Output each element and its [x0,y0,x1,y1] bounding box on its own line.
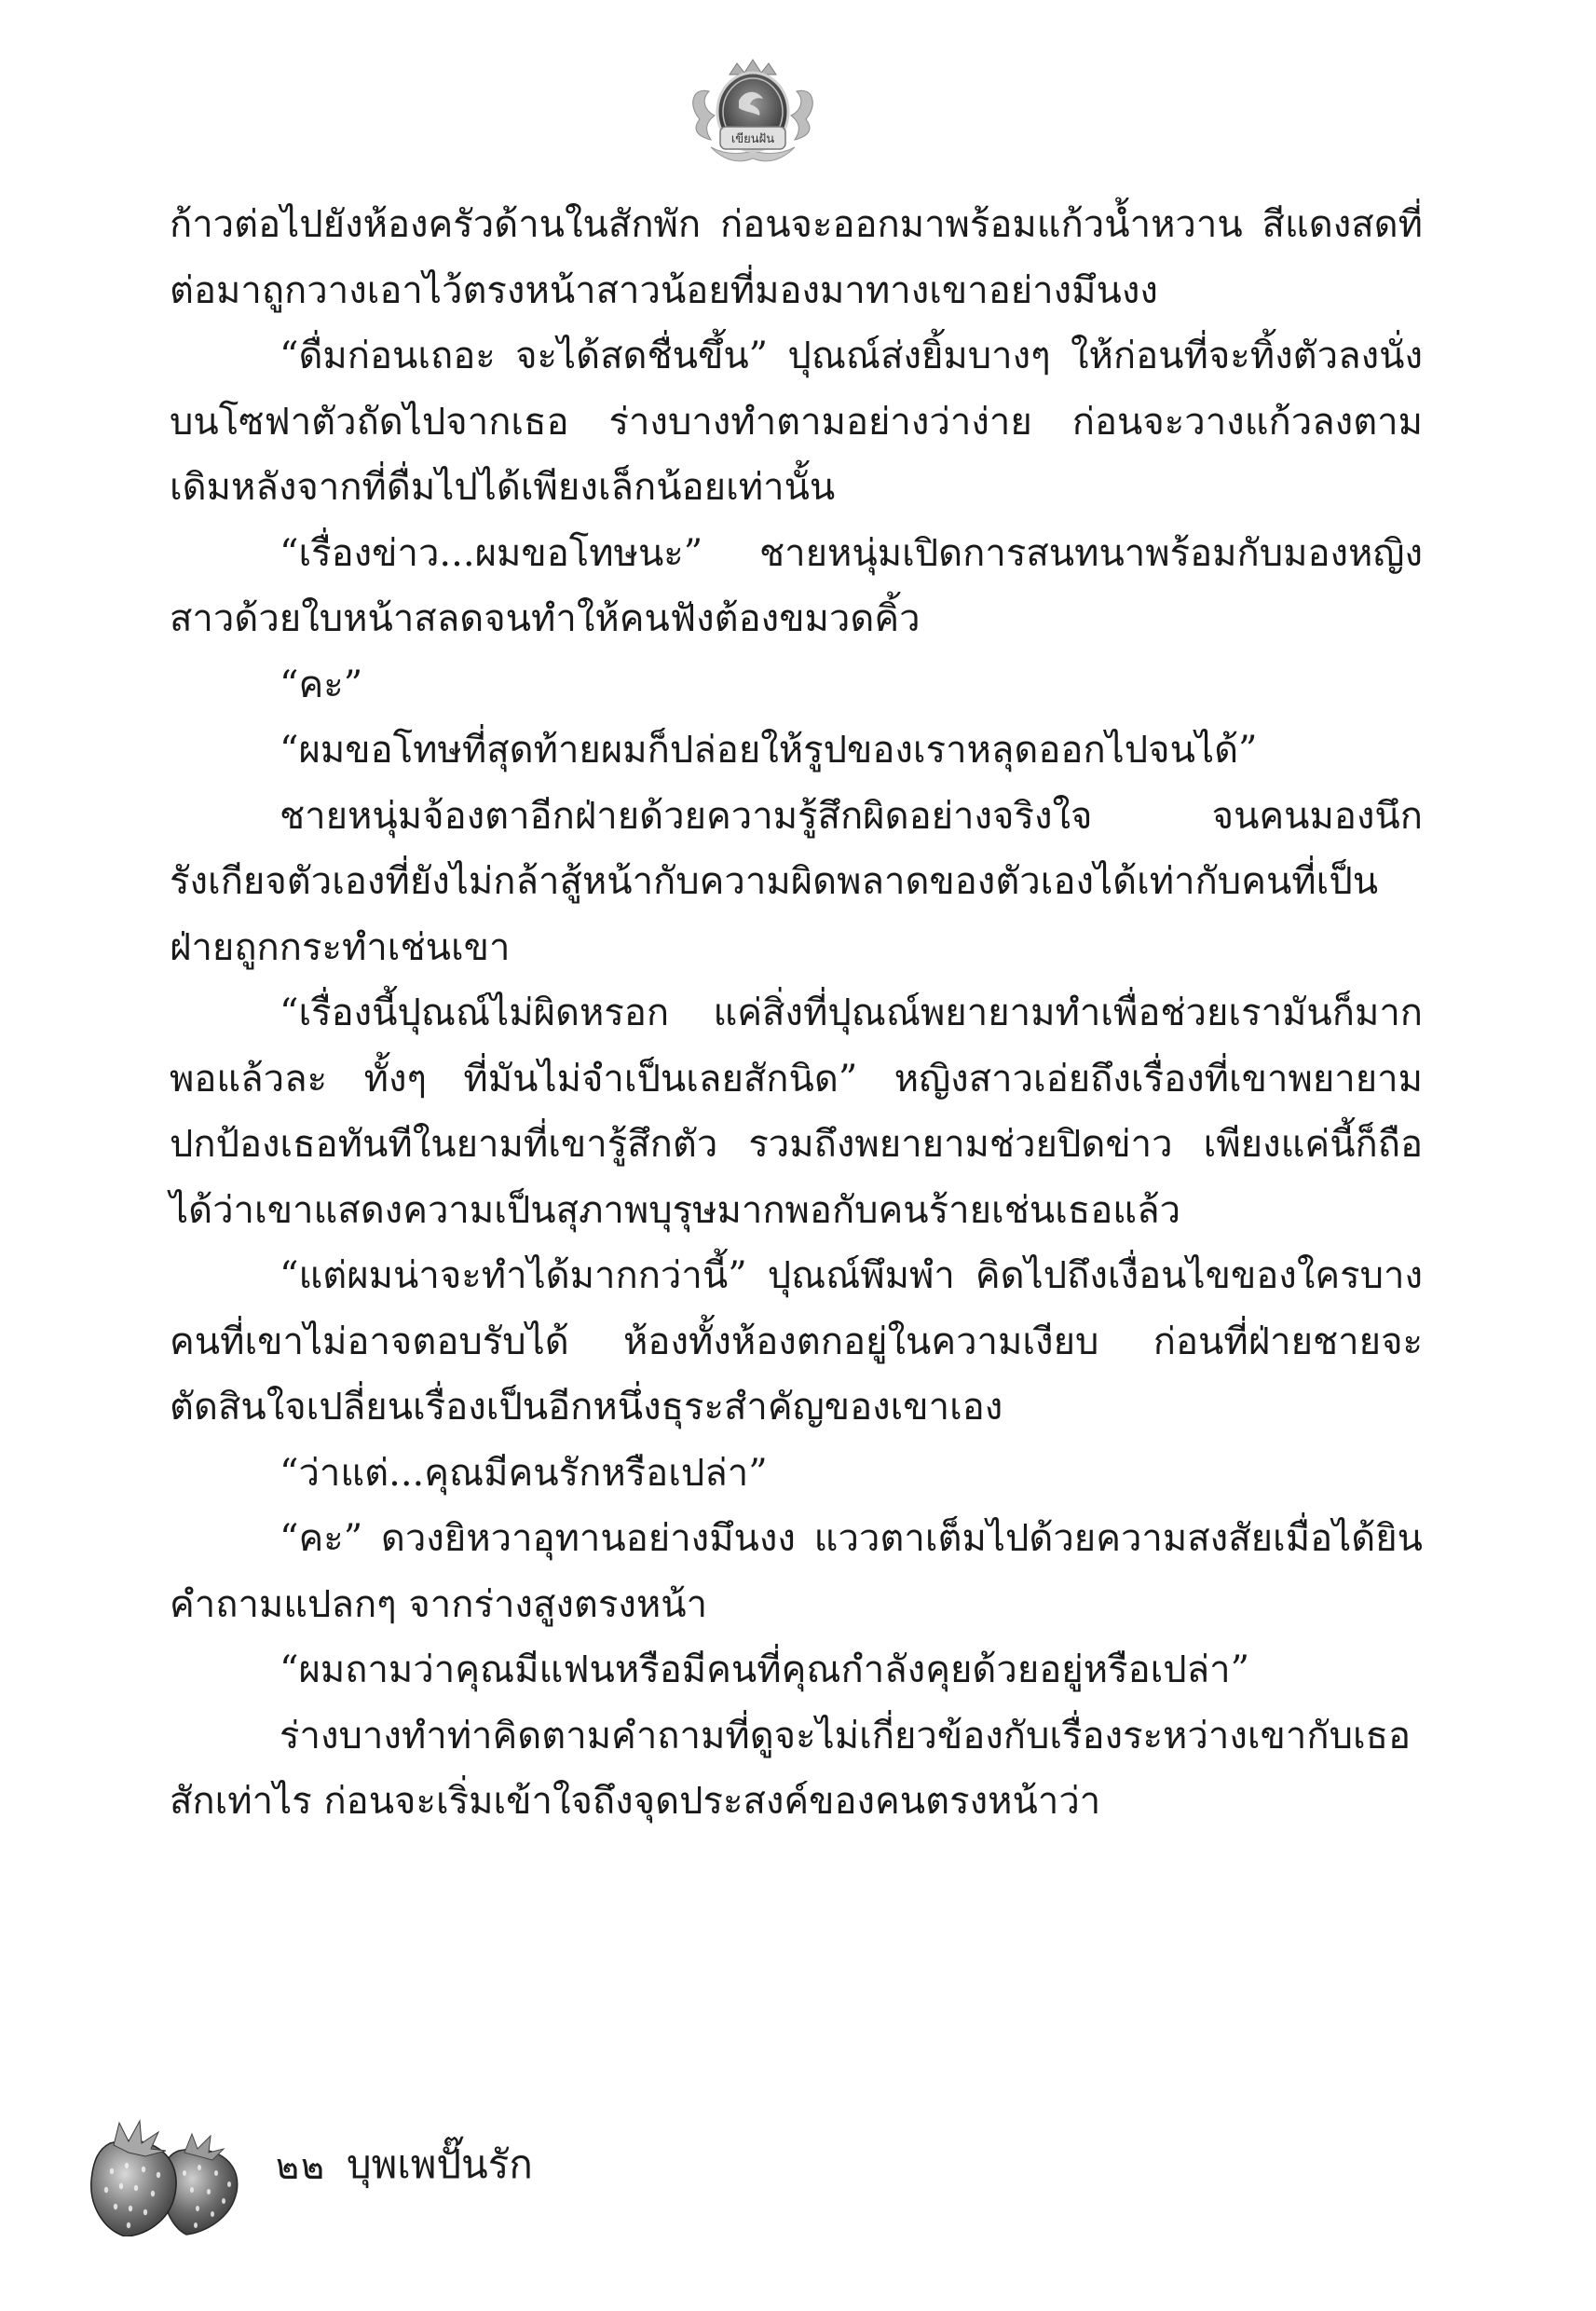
paragraph: “เรื่องข่าว...ผมขอโทษนะ” ชายหนุ่มเปิดการสนทนาพร้อมกับมองหญิงสาวด้วยใบหน้าสลดจนทำให้คนฟังต้องขมวดคิ้ว [170,531,1423,640]
paragraph: “คะ” ดวงยิหวาอุทานอย่างมึนงง แววตาเต็มไปด้วยความสงสัยเมื่อได้ยินคำถามแปลกๆ จากร่างสูงตรงหน้า [170,1517,1423,1626]
paragraph: ชายหนุ่มจ้องตาอีกฝ่ายด้วยความรู้สึกผิดอย่างจริงใจ จนคนมองนึกรังเกียจตัวเองที่ยังไม่กล้าสู้หน้ากับความผิดพลาดของตัวเองได้เท่ากับคนที่เป็นฝ่ายถูกกระทำเช่นเขา [170,794,1423,969]
paragraph: ก้าวต่อไปยังห้องครัวด้านในสักพัก ก่อนจะออกมาพร้อมแก้วน้ำหวาน สีแดงสดที่ต่อมาถูกวางเอาไว้ตรงหน้าสาวน้อยที่มองมาทางเขาอย่างมึนงง [170,203,1423,312]
paragraph: “ผมถามว่าคุณมีแฟนหรือมีคนที่คุณกำลังคุยด้วยอยู่หรือเปล่า” [280,1648,1250,1691]
paragraph: “เรื่องนี้ปุณณ์ไม่ผิดหรอก แค่สิ่งที่ปุณณ์พยายามทำเพื่อช่วยเรามันก็มากพอแล้วละ ทั้งๆ ที่มันไม่จำเป็นเลยสักนิด” หญิงสาวเอ่ยถึงเรื่องที่เขาพยายามปกป้องเธอทันทีในยามที่เขารู้สึกตัว รวมถึงพยายามช่วยปิดข่าว เพียงแค่นี้ก็ถือได้ว่าเขาแสดงความเป็นสุภาพบุรุษมากพอกับคนร้ายเช่นเธอแล้ว [170,991,1423,1232]
strawberries-illustration-icon [82,2115,250,2236]
paragraph: ร่างบางทำท่าคิดตามคำถามที่ดูจะไม่เกี่ยวข้องกับเรื่องระหว่างเขากับเธอสักเท่าไร ก่อนจะเริ่มเข้าใจถึงจุดประสงค์ของคนตรงหน้าว่า [170,1714,1412,1823]
paragraph: “ว่าแต่...คุณมีคนรักหรือเปล่า” [280,1451,768,1495]
emblem-text: เขียนฝัน [730,132,775,146]
book-title: บุพเพปั๊นรัก [347,2141,533,2187]
paragraph: “ดื่มก่อนเถอะ จะได้สดชื่นขึ้น” ปุณณ์ส่งยิ้มบางๆ ให้ก่อนที่จะทิ้งตัวลงนั่งบนโซฟาตัวถัดไปจากเธอ ร่างบางทำตามอย่างว่าง่าย ก่อนจะวางแก้วลงตามเดิมหลังจากที่ดื่มไปได้เพียงเล็กน้อยเท่านั้น [170,335,1423,509]
paragraph: “แต่ผมน่าจะทำได้มากกว่านี้” ปุณณ์พึมพำ คิดไปถึงเงื่อนไขของใครบางคนที่เขาไม่อาจตอบรับได้ ห้องทั้งห้องตกอยู่ในความเงียบ ก่อนที่ฝ่ายชายจะตัดสินใจเปลี่ยนเรื่องเป็นอีกหนึ่งธุระสำคัญของเขาเอง [170,1254,1423,1429]
paragraph: “คะ” [280,663,363,706]
page-number: ๒๒ [276,2146,327,2187]
chapter-body-text [170,192,1423,1835]
paragraph: “ผมขอโทษที่สุดท้ายผมก็ปล่อยให้รูปของเราหลุดออกไปจนได้” [280,729,1258,772]
ornate-crest-emblem-icon [683,54,823,175]
